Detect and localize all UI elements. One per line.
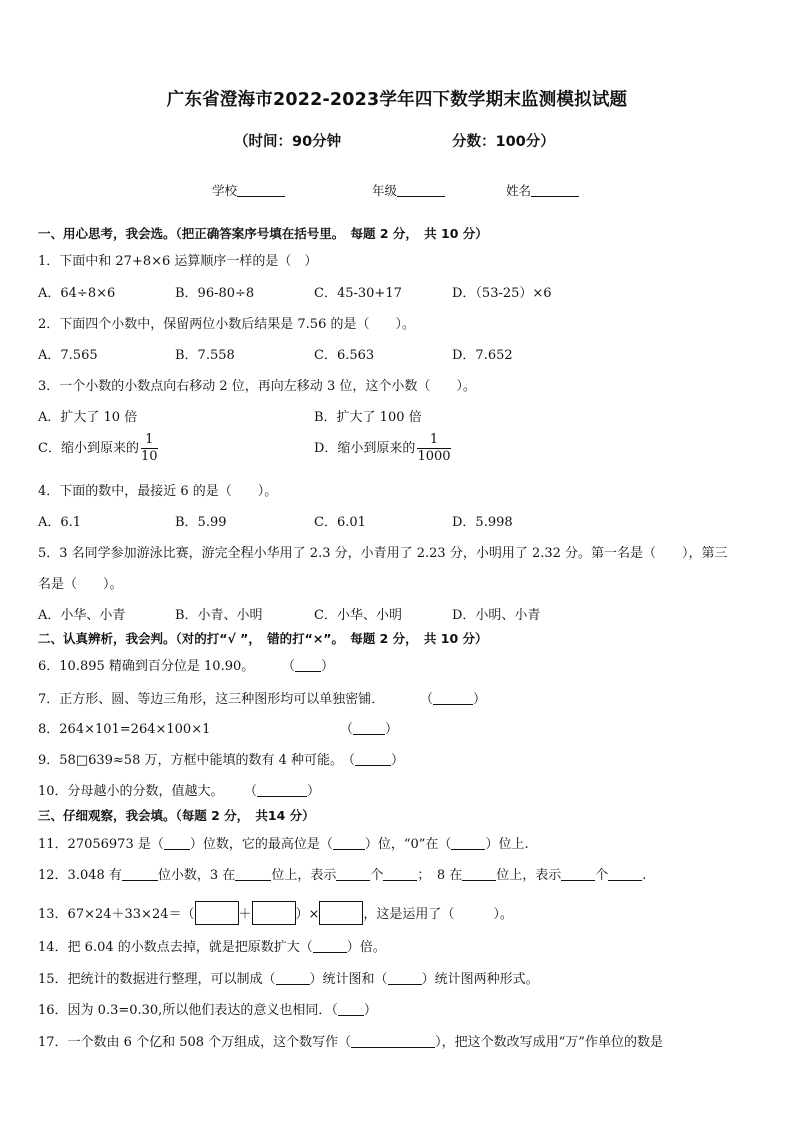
q4-option-c[interactable]: C．6.01: [314, 515, 366, 530]
question-17: 17．一个数由 6 个亿和 508 个万组成，这个数写作（ ），把这个数改写成用“万”作单位的数是: [38, 1035, 663, 1050]
q17-blank[interactable]: [351, 1035, 435, 1048]
grade-blank[interactable]: [397, 184, 445, 197]
q8-answer[interactable]: （ ）: [340, 722, 399, 737]
q12-blank-3[interactable]: [336, 868, 370, 881]
question-11: 11．27056973 是（ ）位数，它的最高位是（ ）位，“0”在（ ）位上.: [38, 837, 529, 852]
question-16: 16．因为 0.3=0.30,所以他们表达的意义也相同．（ ）: [38, 1003, 377, 1018]
q3-option-b[interactable]: B．扩大了 100 倍: [314, 410, 422, 425]
q10-answer[interactable]: （ ）: [244, 784, 321, 799]
question-3: 3．一个小数的小数点向右移动 2 位，再向左移动 3 位，这个小数（ ）。: [38, 379, 476, 394]
question-10: 10．分母越小的分数，值越大。: [38, 784, 224, 799]
fraction-1-10: $\frac{1}{10}$: [140, 432, 158, 464]
q3-option-a[interactable]: A．扩大了 10 倍: [38, 410, 138, 425]
page-title: 广东省澄海市2022-2023学年四下数学期末监测模拟试题: [166, 90, 628, 110]
q1-option-c[interactable]: C．45-30+17: [314, 286, 402, 301]
question-8: 8．264×101=264×100×1: [38, 722, 211, 737]
exam-score: 分数：100分）: [452, 134, 555, 150]
q11-blank-2[interactable]: [333, 837, 365, 850]
section-3-heading: 三、仔细观察，我会填。（每题 2 分， 共14 分）: [38, 808, 315, 823]
q5-option-a[interactable]: A．小华、小青: [38, 608, 126, 623]
q5-option-c[interactable]: C．小华、小明: [314, 608, 402, 623]
q12-blank-2[interactable]: [235, 868, 271, 881]
q1-option-a[interactable]: A．64÷8×6: [38, 286, 116, 301]
q12-blank-4[interactable]: [383, 868, 417, 881]
q12-blank-6[interactable]: [561, 868, 595, 881]
q13-box-3[interactable]: [319, 901, 363, 925]
question-7: 7．正方形、圆、等边三角形，这三种图形均可以单独密铺．: [38, 692, 385, 707]
question-9: 9．58□639≈58 万，方框中能填的数有 4 种可能。: [38, 753, 344, 768]
q4-option-d[interactable]: D．5.998: [452, 515, 513, 530]
q2-option-b[interactable]: B．7.558: [175, 348, 235, 363]
question-15: 15．把统计的数据进行整理，可以制成（ ）统计图和（ ）统计图两种形式。: [38, 972, 539, 987]
question-4: 4．下面的数中，最接近 6 的是（ ）。: [38, 484, 278, 499]
section-1-heading: 一、用心思考，我会选。（把正确答案序号填在括号里。 每题 2 分， 共 10 分）: [38, 226, 488, 241]
q16-blank[interactable]: [338, 1003, 364, 1016]
q7-answer[interactable]: （ ）: [420, 692, 487, 707]
q4-option-a[interactable]: A．6.1: [38, 515, 82, 530]
q12-blank-5[interactable]: [462, 868, 496, 881]
exam-time: （时间：90分钟: [234, 134, 342, 150]
q2-option-d[interactable]: D．7.652: [452, 348, 513, 363]
question-14: 14．把 6.04 的小数点去掉，就是把原数扩大（ ）倍。: [38, 940, 386, 955]
q12-blank-7[interactable]: [608, 868, 642, 881]
name-blank[interactable]: [531, 184, 579, 197]
q3-option-d[interactable]: D．缩小到原来的 $\frac{1}{1000}$: [314, 432, 451, 464]
question-5-line-2: 名是（ ）。: [38, 577, 123, 592]
q6-answer[interactable]: （ ）: [282, 659, 335, 674]
fraction-1-1000: $\frac{1}{1000}$: [417, 432, 451, 464]
grade-field: 年级: [372, 181, 445, 199]
q14-blank[interactable]: [313, 940, 347, 953]
section-2-heading: 二、认真辨析，我会判。（对的打“√ ”， 错的打“×”。 每题 2 分， 共 10 分）: [38, 631, 488, 646]
q5-option-d[interactable]: D．小明、小青: [452, 608, 541, 623]
q12-blank-1[interactable]: [122, 868, 158, 881]
question-12: 12．3.048 有 位小数，3 在 位上，表示 个 ； 8 在 位上，表示 个 .: [38, 868, 647, 883]
q9-answer[interactable]: （ ）: [342, 753, 405, 768]
q13-box-1[interactable]: [195, 901, 239, 925]
question-5-line-1: 5．3 名同学参加游泳比赛，游完全程小华用了 2.3 分，小青用了 2.23 分，小明用了 2.32 分。第一名是（ ），第三: [38, 546, 728, 561]
question-1: 1．下面中和 27+8×6 运算顺序一样的是（ ）: [38, 254, 318, 269]
q1-option-d[interactable]: D．（53-25）×6: [452, 286, 552, 301]
q2-option-c[interactable]: C．6.563: [314, 348, 375, 363]
q11-blank-3[interactable]: [451, 837, 485, 850]
q4-option-b[interactable]: B．5.99: [175, 515, 227, 530]
school-blank[interactable]: [237, 184, 285, 197]
q15-blank-1[interactable]: [276, 972, 310, 985]
question-6: 6．10.895 精确到百分位是 10.90。: [38, 659, 255, 674]
school-field: 学校: [212, 181, 285, 199]
q2-option-a[interactable]: A．7.565: [38, 348, 98, 363]
q1-option-b[interactable]: B．96-80÷8: [175, 286, 255, 301]
q13-box-2[interactable]: [252, 901, 296, 925]
question-2: 2．下面四个小数中，保留两位小数后结果是 7.56 的是（ ）。: [38, 317, 415, 332]
name-field: 姓名: [506, 181, 579, 199]
q3-option-c[interactable]: C．缩小到原来的 $\frac{1}{10}$: [38, 432, 158, 464]
q15-blank-2[interactable]: [388, 972, 422, 985]
q5-option-b[interactable]: B．小青、小明: [175, 608, 263, 623]
question-13: 13．67×24＋33×24＝（ ＋ ）× ，这是运用了（ ）。: [38, 901, 513, 925]
q11-blank-1[interactable]: [164, 837, 190, 850]
